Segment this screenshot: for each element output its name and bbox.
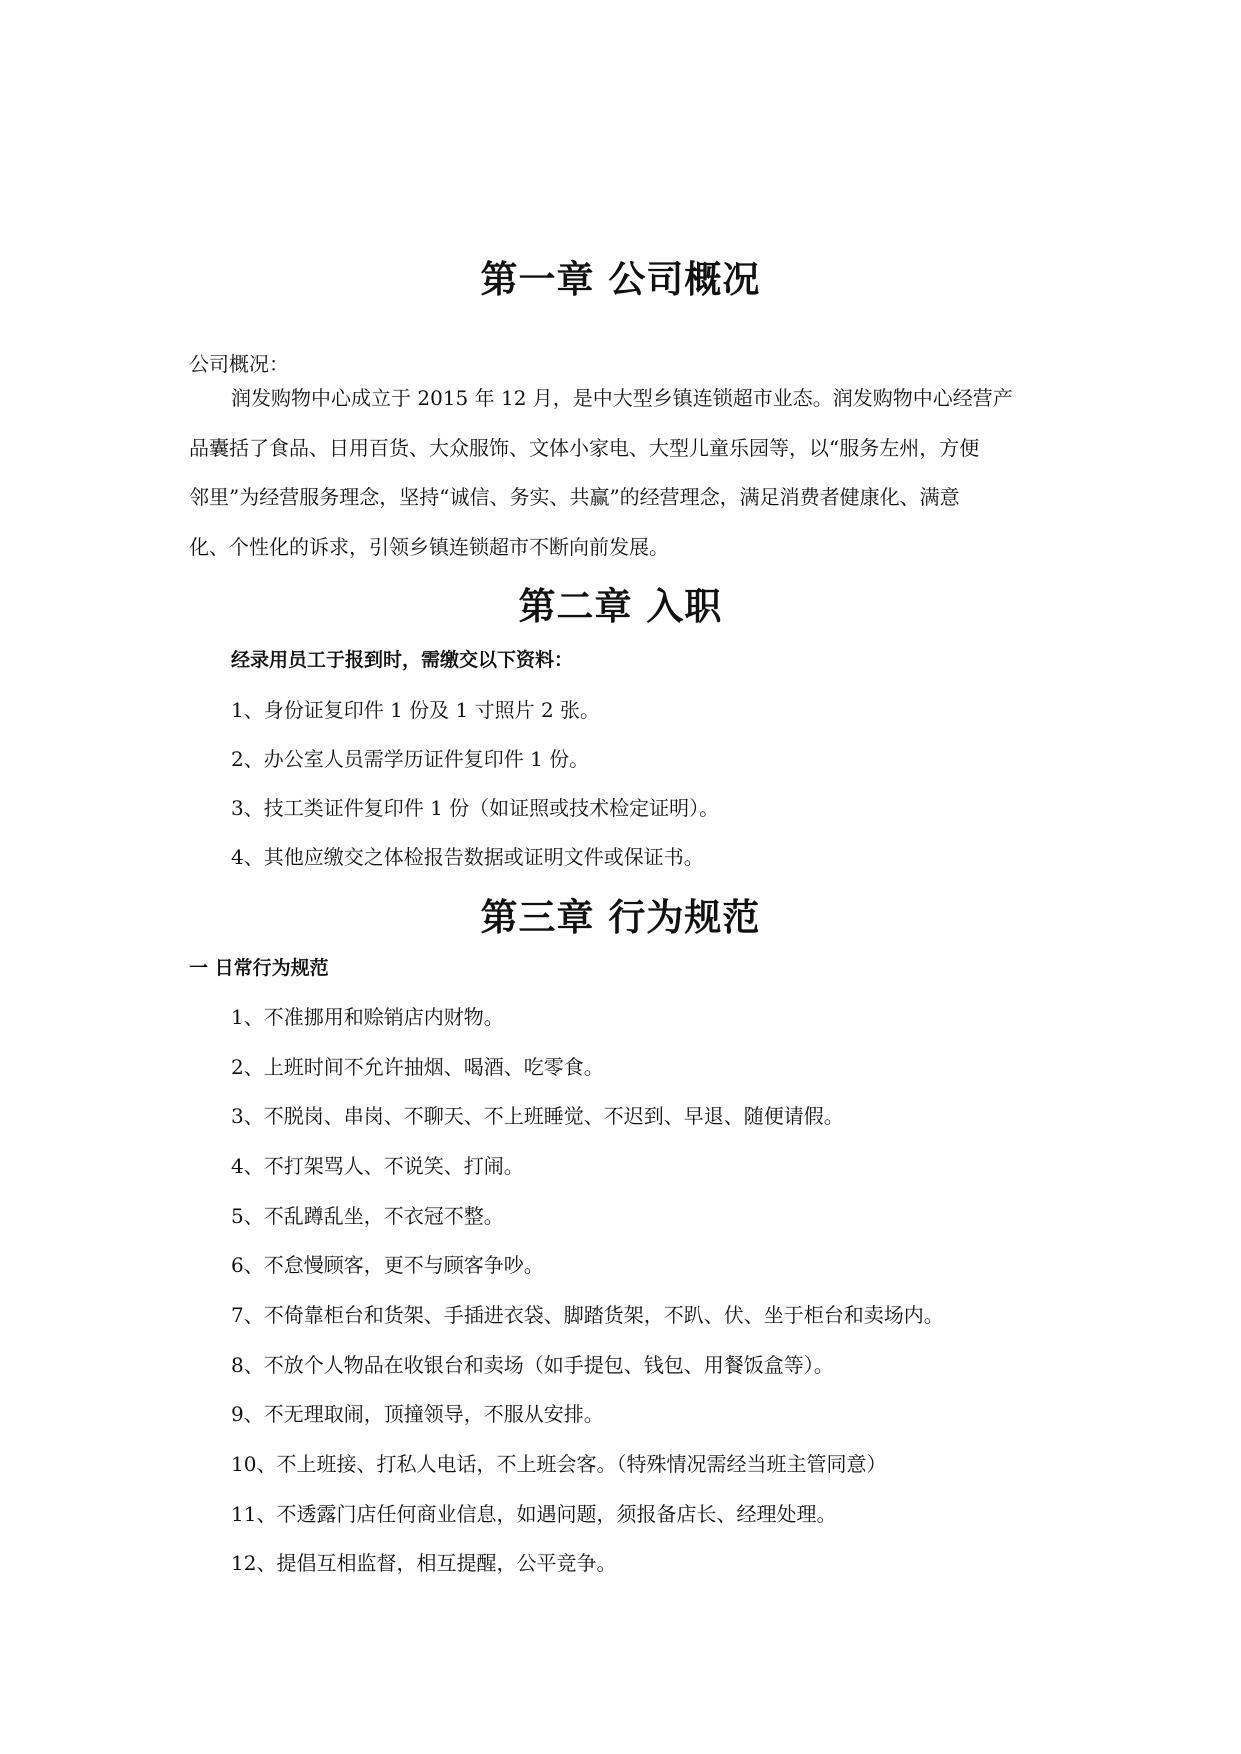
- required-documents-heading: 经录用员工于报到时，需缴交以下资料：: [231, 649, 574, 671]
- list-item: 12、提倡互相监督，相互提醒，公平竞争。: [231, 1551, 617, 1575]
- chapter-2-title: 第二章 入职: [518, 585, 723, 628]
- list-item: 5、不乱蹲乱坐，不衣冠不整。: [231, 1204, 504, 1228]
- list-item: 11、不透露门店任何商业信息，如遇问题，须报备店长、经理处理。: [231, 1502, 837, 1526]
- list-item: 2、上班时间不允许抽烟、喝酒、吃零食。: [231, 1055, 604, 1079]
- list-item: 3、技工类证件复印件 1 份（如证照或技术检定证明）。: [231, 796, 720, 820]
- list-item: 1、身份证复印件 1 份及 1 寸照片 2 张。: [231, 698, 601, 722]
- overview-paragraph-line: 润发购物中心成立于 2015 年 12 月，是中大型乡镇连锁超市业态。润发购物中心经营产: [231, 386, 1013, 410]
- list-item: 9、不无理取闹，顶撞领导，不服从安排。: [231, 1402, 604, 1426]
- daily-conduct-heading: 一 日常行为规范: [189, 957, 329, 979]
- chapter-3-title: 第三章 行为规范: [480, 896, 761, 939]
- overview-paragraph-line: 化、个性化的诉求，引领乡镇连锁超市不断向前发展。: [189, 535, 669, 559]
- chapter-1-title: 第一章 公司概况: [480, 258, 761, 301]
- list-item: 4、不打架骂人、不说笑、打闹。: [231, 1154, 524, 1178]
- list-item: 4、其他应缴交之体检报告数据或证明文件或保证书。: [231, 845, 704, 869]
- company-overview-label: 公司概况：: [189, 352, 289, 376]
- overview-paragraph-line: 邻里”为经营服务理念，坚持“诚信、务实、共赢”的经营理念，满足消费者健康化、满意: [189, 485, 960, 509]
- list-item: 6、不怠慢顾客，更不与顾客争吵。: [231, 1253, 544, 1277]
- list-item: 1、不准挪用和赊销店内财物。: [231, 1005, 504, 1029]
- list-item: 2、办公室人员需学历证件复印件 1 份。: [231, 747, 590, 771]
- list-item: 7、不倚靠柜台和货架、手插进衣袋、脚踏货架，不趴、伏、坐于柜台和卖场内。: [231, 1303, 944, 1327]
- overview-paragraph-line: 品囊括了食品、日用百货、大众服饰、文体小家电、大型儿童乐园等，以“服务左州，方便: [189, 436, 980, 460]
- list-item: 8、不放个人物品在收银台和卖场（如手提包、钱包、用餐饭盒等）。: [231, 1353, 834, 1377]
- list-item: 10、不上班接、打私人电话，不上班会客。（特殊情况需经当班主管同意）: [231, 1452, 887, 1476]
- list-item: 3、不脱岗、串岗、不聊天、不上班睡觉、不迟到、早退、随便请假。: [231, 1104, 844, 1128]
